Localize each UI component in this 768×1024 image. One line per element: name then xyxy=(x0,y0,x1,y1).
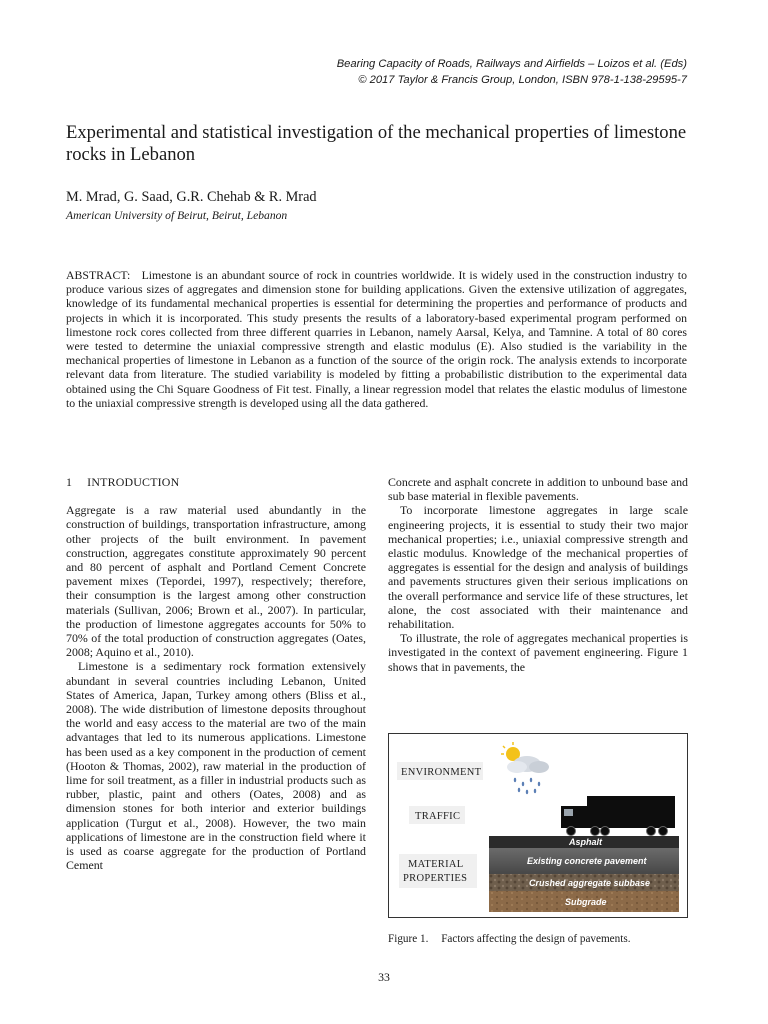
section-number: 1 xyxy=(66,475,73,489)
abstract-label: ABSTRACT: xyxy=(66,268,131,282)
truck-icon xyxy=(561,796,675,836)
pavement-factors-diagram xyxy=(389,734,687,917)
right-column xyxy=(388,475,688,674)
concrete-layer-label: Existing concrete pavement xyxy=(527,856,647,866)
author-list: M. Mrad, G. Saad, G.R. Chehab & R. Mrad xyxy=(66,189,317,205)
sun-cloud-rain-icon xyxy=(501,742,549,794)
section-title: INTRODUCTION xyxy=(87,475,180,489)
pavement-layers xyxy=(489,836,679,912)
paragraph: Aggregate is a raw material used abundantly in the construction of buildings, transportation infrastructure, among other projects of the built environment. In pavement construction, aggregates constitute approximately 90 percent and 80 percent of asphalt and Portland Cement Concrete pavement mixes (Tepordei, 1997), respectively; therefore, their consumption is the largest among other construction materials (Sullivan, 2006; Brown et al., 2007). In particular, the production of limestone aggregates accounts for 50% to 70% of the total production of construction aggregates (Oates, 2008; Aquino et al., 2010). xyxy=(66,503,366,660)
header-copyright: © 2017 Taylor & Francis Group, London, ISBN 978-1-138-29595-7 xyxy=(358,74,687,86)
header-book-title: Bearing Capacity of Roads, Railways and Airfields – Loizos et al. (Eds) xyxy=(336,58,687,70)
subgrade-layer-label: Subgrade xyxy=(565,897,607,907)
section-heading xyxy=(66,475,366,489)
running-header xyxy=(337,56,687,88)
paragraph: To illustrate, the role of aggregates mechanical properties is investigated in the context of pavement engineering. Figure 1 shows that in pavements, the xyxy=(388,631,688,674)
affiliation: American University of Beirut, Beirut, Lebanon xyxy=(66,209,288,222)
figure-caption-text: Factors affecting the design of pavements. xyxy=(441,933,631,945)
paragraph: Concrete and asphalt concrete in addition to unbound base and sub base material in flexible pavements. xyxy=(388,475,688,504)
paragraph: Limestone is a sedimentary rock formation extensively abundant in several countries including Lebanon, United States of America, Japan, Turkey among others (Bliss et al., 2008). The wide distribution of limestone deposits throughout the world and easy access to the material are two of the main advantages that led to its numerous applications. Limestone has been used as a key component in the production of cement (Hooton & Thomas, 2002), raw material in the production of lime for soil treatment, as a filler in industrial products such as rubber, plastic, paint and others (Oates, 2008) and as dimension stones for both interior and exterior buildings application (Turgut et al., 2008). However, the two main applications of limestone are in the construction field where it is used as coarse aggregate for the production of Portland Cement xyxy=(66,659,366,873)
page-number: 33 xyxy=(378,970,390,984)
material-label-line2: PROPERTIES xyxy=(403,873,468,884)
figure-caption xyxy=(388,933,631,945)
abstract-text: Limestone is an abundant source of rock in countries worldwide. It is widely used in the construction industry to produce various sizes of aggregates and dimension stone for building applications. Given the extensive utilization of aggregates, knowledge of its fundamental mechanical properties is essential for determining the properties and performance of products and projects in which it is incorporated. This study presents the results of a laboratory-based experimental program performed on limestone rock cores collected from three different quarries in Lebanon, namely Aarsal, Kelya, and Tamnine. A total of 80 cores were tested to determine the uniaxial compressive strength and elastic modulus (E). Also studied is the variability in the mechanical properties of limestone in Lebanon as a function of the source of the origin rock. The analysis extends to incorporate relevant data from literature. The studied variability is modeled by fitting a probabilistic distribution to the experimental data obtained using the Chi Square Goodness of Fit test. Finally, a linear regression model that relates the elastic modulus of limestone to the uniaxial compressive strength is developed using all the data gathered. xyxy=(66,268,687,410)
paper-title: Experimental and statistical investigation of the mechanical properties of limestone rocks in Lebanon xyxy=(66,122,687,165)
figure-caption-label: Figure 1. xyxy=(388,933,429,945)
environment-label: ENVIRONMENT xyxy=(401,767,482,778)
material-label-line1: MATERIAL xyxy=(408,859,464,870)
left-column xyxy=(66,475,366,872)
traffic-label: TRAFFIC xyxy=(415,811,461,822)
subbase-layer-label: Crushed aggregate subbase xyxy=(529,878,651,888)
paragraph: To incorporate limestone aggregates in large scale engineering projects, it is essential to study their two major mechanical properties; i.e., uniaxial compressive strength and elastic modulus. Knowledge of the mechanical properties of aggregates is essential for the design and analysis of buildings and pavements structures given their serious implications on the overall performance and service life of these structures, let alone, the cost associated with their maintenance and rehabilitation. xyxy=(388,503,688,632)
asphalt-layer-label: Asphalt xyxy=(569,837,603,847)
abstract xyxy=(66,268,687,410)
figure-1 xyxy=(388,733,688,918)
